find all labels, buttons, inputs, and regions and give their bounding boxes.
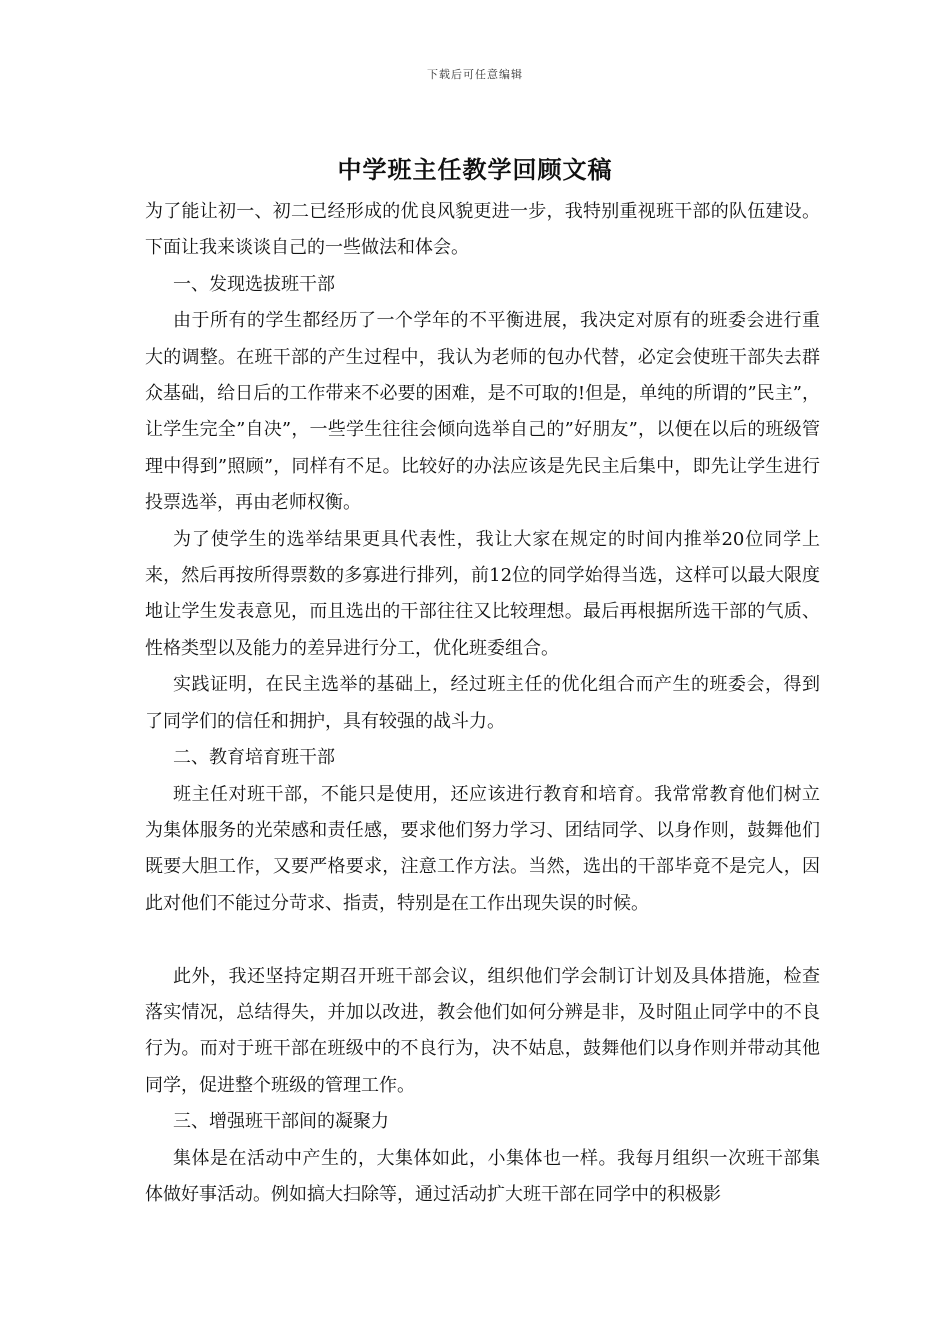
intro-paragraph: 为了能让初一、初二已经形成的优良风貌更进一步，我特别重视班干部的队伍建设。下面让我来谈谈自己的一些做法和体会。 [145, 201, 820, 259]
body-paragraph: 实践证明，在民主选举的基础上，经过班主任的优化组合而产生的班委会，得到了同学们的信任和拥护，具有较强的战斗力。 [145, 674, 820, 732]
body-paragraph: 为了使学生的选举结果更具代表性，我让大家在规定的时间内推举20位同学上来，然后再按所得票数的多寡进行排列，前12位的同学始得当选，这样可以最大限度地让学生发表意见，而且选出的干部往往又比较理想。最后再根据所选干部的气质、性格类型以及能力的差异进行分工，优化班委组合。 [145, 528, 820, 659]
paragraph-gap [145, 922, 820, 958]
section-heading-3: 三、增强班干部间的凝聚力 [173, 1111, 389, 1133]
section-heading-2: 二、教育培育班干部 [173, 747, 335, 769]
document-title: 中学班主任教学回顾文稿 [337, 155, 613, 184]
body-paragraph: 此外，我还坚持定期召开班干部会议，组织他们学会制订计划及具体措施，检查落实情况，总结得失，并加以改进，教会他们如何分辨是非，及时阻止同学中的不良行为。而对于班干部在班级中的不良行为，决不姑息，鼓舞他们以身作则并带动其他同学，促进整个班级的管理工作。 [145, 965, 820, 1096]
body-paragraph: 班主任对班干部，不能只是使用，还应该进行教育和培育。我常常教育他们树立为集体服务的光荣感和责任感，要求他们努力学习、团结同学、以身作则，鼓舞他们既要大胆工作，又要严格要求，注意工作方法。当然，选出的干部毕竟不是完人，因此对他们不能过分苛求、指责，特别是在工作出现失误的时候。 [145, 783, 820, 914]
body-paragraph: 由于所有的学生都经历了一个学年的不平衡进展，我决定对原有的班委会进行重大的调整。在班干部的产生过程中，我认为老师的包办代替，必定会使班干部失去群众基础，给日后的工作带来不必要的困难，是不可取的!但是，单纯的所谓的”民主”，让学生完全”自决”，一些学生往往会倾向选举自己的”好朋友”，以便在以后的班级管理中得到”照顾”，同样有不足。比较好的办法应该是先民主后集中，即先让学生进行投票选举，再由老师权衡。 [145, 310, 820, 514]
header-note: 下载后可任意编辑 [427, 68, 523, 81]
document-body [145, 194, 820, 1213]
body-paragraph: 集体是在活动中产生的，大集体如此，小集体也一样。我每月组织一次班干部集体做好事活动。例如搞大扫除等，通过活动扩大班干部在同学中的积极影 [145, 1147, 820, 1205]
section-heading-1: 一、发现选拔班干部 [173, 273, 335, 295]
